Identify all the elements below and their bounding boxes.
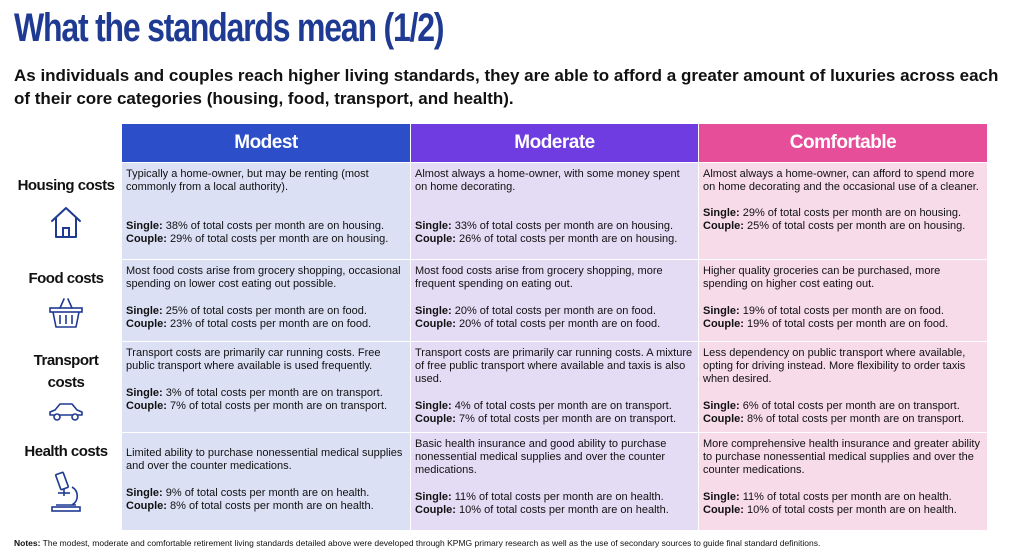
cell-food-modest bbox=[122, 260, 411, 342]
single-label: Single: bbox=[415, 400, 452, 412]
cell-description: Less dependency on public transport where available, opting for driving instead. More flexibility to order taxis when desired. bbox=[703, 347, 966, 385]
couple-value: 20% of total costs per month are on food. bbox=[459, 318, 661, 330]
single-label: Single: bbox=[126, 387, 163, 399]
couple-value: 8% of total costs per month are on health. bbox=[170, 500, 374, 512]
couple-value: 19% of total costs per month are on food. bbox=[747, 318, 949, 330]
cell-description: Almost always a home-owner, with some money spent on home decorating. bbox=[415, 168, 680, 193]
row-label-health bbox=[14, 441, 118, 513]
house-icon bbox=[47, 203, 85, 241]
cell-transport-moderate bbox=[411, 342, 699, 433]
cell-description: Transport costs are primarily car running costs. Free public transport where available is used frequently. bbox=[126, 347, 381, 372]
cell-transport-modest bbox=[122, 342, 411, 433]
row-label-food bbox=[14, 268, 118, 330]
single-label: Single: bbox=[126, 487, 163, 499]
couple-value: 10% of total costs per month are on health. bbox=[747, 504, 957, 516]
footnote-text: The modest, moderate and comfortable retirement living standards detailed above were developed through KPMG primary research as well as the use of secondary sources to guide final standard definitions. bbox=[40, 538, 821, 548]
single-label: Single: bbox=[703, 305, 740, 317]
single-label: Single: bbox=[415, 220, 452, 232]
row-label-housing bbox=[14, 175, 118, 241]
page-subtitle: As individuals and couples reach higher living standards, they are able to afford a greater amount of luxuries across each of their core categories (housing, food, transport, and health). bbox=[14, 66, 999, 108]
single-value: 19% of total costs per month are on food. bbox=[742, 305, 944, 317]
table-row-transport bbox=[122, 342, 988, 433]
table-row-housing bbox=[122, 163, 988, 260]
cell-description: Higher quality groceries can be purchased, more spending on higher cost eating out. bbox=[703, 265, 941, 290]
couple-label: Couple: bbox=[703, 318, 744, 330]
single-value: 33% of total costs per month are on housing. bbox=[454, 220, 674, 232]
microscope-icon bbox=[48, 469, 84, 513]
couple-value: 8% of total costs per month are on transport. bbox=[747, 413, 965, 425]
cell-housing-comfortable bbox=[699, 163, 988, 260]
couple-value: 29% of total costs per month are on housing. bbox=[170, 233, 389, 245]
couple-value: 26% of total costs per month are on housing. bbox=[459, 233, 678, 245]
couple-label: Couple: bbox=[126, 500, 167, 512]
single-label: Single: bbox=[126, 220, 163, 232]
couple-value: 25% of total costs per month are on housing. bbox=[747, 220, 966, 232]
couple-label: Couple: bbox=[415, 504, 456, 516]
couple-value: 10% of total costs per month are on health. bbox=[459, 504, 669, 516]
row-label-food-text: Food costs bbox=[28, 270, 104, 287]
cell-housing-moderate bbox=[411, 163, 699, 260]
single-label: Single: bbox=[703, 400, 740, 412]
couple-label: Couple: bbox=[415, 233, 456, 245]
single-value: 11% of total costs per month are on health. bbox=[742, 491, 952, 503]
footnote-label: Notes: bbox=[14, 538, 41, 548]
cell-description: Typically a home-owner, but may be renting (most commonly from a local authority). bbox=[126, 168, 369, 193]
column-header-modest: Modest bbox=[122, 124, 411, 163]
cell-description: Transport costs are primarily car running costs. A mixture of free public transport where available and taxis is also used. bbox=[415, 347, 693, 385]
couple-label: Couple: bbox=[703, 220, 744, 232]
single-label: Single: bbox=[415, 305, 452, 317]
single-label: Single: bbox=[415, 491, 452, 503]
cell-description: Almost always a home-owner, can afford to spend more on home decorating and the occasional use of a cleaner. bbox=[703, 168, 979, 193]
couple-label: Couple: bbox=[703, 504, 744, 516]
couple-label: Couple: bbox=[703, 413, 744, 425]
couple-value: 7% of total costs per month are on transport. bbox=[170, 400, 388, 412]
row-label-health-text: Health costs bbox=[24, 443, 108, 460]
cell-description: Most food costs arise from grocery shopping, more frequent spending on eating out. bbox=[415, 265, 663, 290]
cell-description: Basic health insurance and good ability to purchase nonessential medical supplies and over the counter medications. bbox=[415, 438, 667, 476]
single-value: 25% of total costs per month are on food. bbox=[165, 305, 367, 317]
couple-label: Couple: bbox=[415, 318, 456, 330]
footnote bbox=[14, 538, 820, 548]
single-label: Single: bbox=[126, 305, 163, 317]
header-row bbox=[122, 124, 988, 163]
couple-label: Couple: bbox=[126, 233, 167, 245]
single-value: 4% of total costs per month are on transport. bbox=[454, 400, 672, 412]
couple-label: Couple: bbox=[126, 318, 167, 330]
column-header-moderate: Moderate bbox=[411, 124, 699, 163]
cell-food-moderate bbox=[411, 260, 699, 342]
single-label: Single: bbox=[703, 207, 740, 219]
cell-health-comfortable bbox=[699, 433, 988, 531]
table-row-health bbox=[122, 433, 988, 531]
single-value: 11% of total costs per month are on health. bbox=[454, 491, 664, 503]
single-value: 29% of total costs per month are on housing. bbox=[742, 207, 962, 219]
row-label-transport-line2: costs bbox=[47, 374, 85, 391]
single-value: 38% of total costs per month are on housing. bbox=[165, 220, 385, 232]
cell-health-moderate bbox=[411, 433, 699, 531]
couple-value: 23% of total costs per month are on food. bbox=[170, 318, 372, 330]
standards-table bbox=[121, 123, 988, 531]
row-label-housing-text: Housing costs bbox=[17, 177, 115, 194]
cell-transport-comfortable bbox=[699, 342, 988, 433]
single-value: 9% of total costs per month are on health. bbox=[165, 487, 370, 499]
single-value: 20% of total costs per month are on food. bbox=[454, 305, 656, 317]
couple-label: Couple: bbox=[415, 413, 456, 425]
cell-health-modest bbox=[122, 433, 411, 531]
cell-description: Limited ability to purchase nonessential medical supplies and over the counter medications. bbox=[126, 447, 403, 472]
car-icon bbox=[46, 400, 86, 424]
cell-food-comfortable bbox=[699, 260, 988, 342]
single-value: 3% of total costs per month are on transport. bbox=[165, 387, 383, 399]
page-title: What the standards mean (1/2) bbox=[14, 6, 444, 50]
cell-description: More comprehensive health insurance and greater ability to purchase nonessential medical supplies and over the counter medications. bbox=[703, 438, 980, 476]
cell-housing-modest bbox=[122, 163, 411, 260]
single-value: 6% of total costs per month are on transport. bbox=[742, 400, 960, 412]
cell-description: Most food costs arise from grocery shopping, occasional spending on lower cost eating out possible. bbox=[126, 265, 401, 290]
column-header-comfortable: Comfortable bbox=[699, 124, 988, 163]
couple-label: Couple: bbox=[126, 400, 167, 412]
row-label-transport bbox=[14, 350, 118, 424]
table-row-food bbox=[122, 260, 988, 342]
single-label: Single: bbox=[703, 491, 740, 503]
couple-value: 7% of total costs per month are on transport. bbox=[459, 413, 677, 425]
row-label-transport-line1: Transport bbox=[33, 352, 99, 369]
shopping-basket-icon bbox=[47, 296, 85, 330]
